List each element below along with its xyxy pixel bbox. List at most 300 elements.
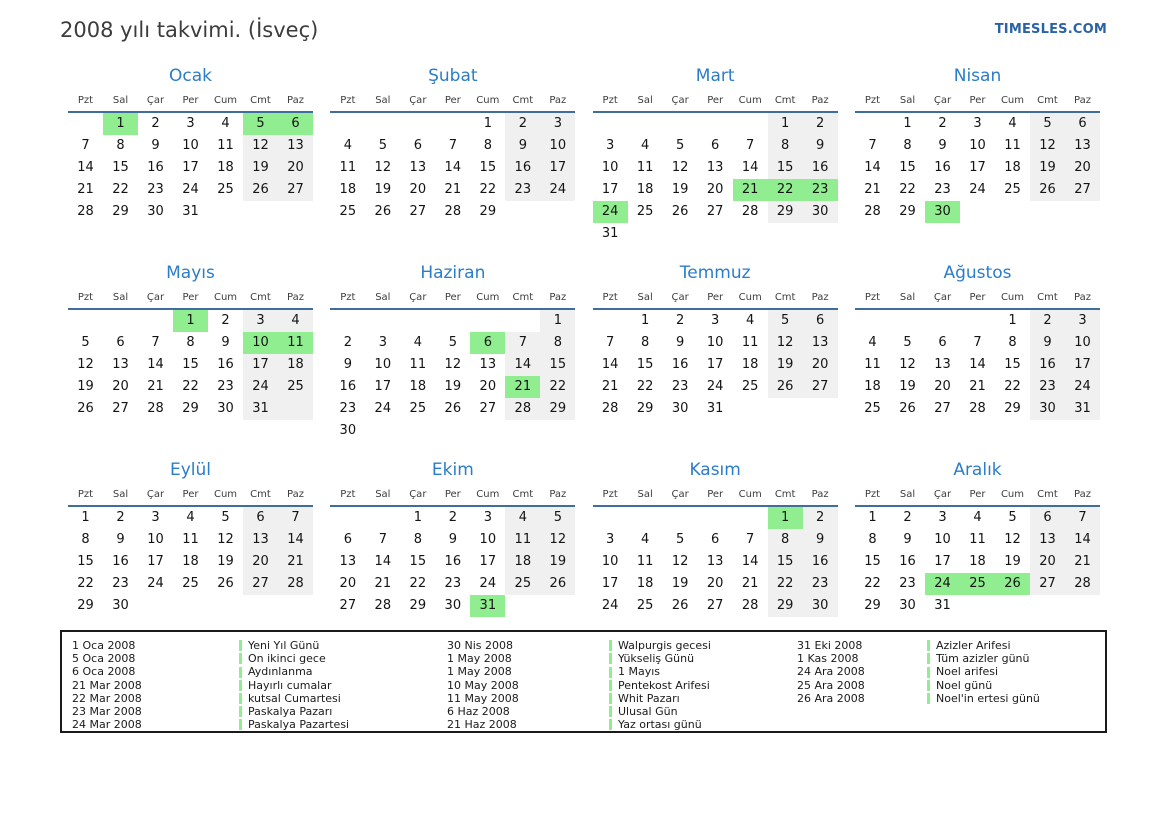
- day-cell: 11: [969, 532, 986, 547]
- day-cell: 28: [741, 204, 759, 219]
- day-cell: 15: [479, 160, 497, 175]
- week-row: [855, 201, 1100, 223]
- day-cell: 4: [1008, 116, 1017, 131]
- day-cell: 23: [505, 179, 540, 201]
- day-cell: 27: [243, 573, 278, 595]
- day-cell: 5: [81, 335, 90, 350]
- day-cell-empty: [855, 310, 890, 332]
- day-cell-empty: [505, 420, 540, 442]
- day-of-week-label: Sal: [899, 95, 916, 106]
- day-of-week-label: Çar: [671, 489, 689, 500]
- day-cell: 22: [182, 379, 199, 394]
- day-cell: 5: [221, 510, 230, 525]
- day-cell-empty: [768, 398, 803, 420]
- day-cell: 7: [973, 335, 982, 350]
- day-cell-empty: [470, 310, 505, 332]
- site-link[interactable]: TIMESLES.COM: [994, 22, 1107, 37]
- week-row: [330, 529, 575, 551]
- month-block: [68, 263, 313, 460]
- week-row: [330, 376, 575, 398]
- day-of-week-label: Sal: [112, 489, 129, 500]
- day-cell: 30: [899, 598, 916, 613]
- day-cell-empty: [400, 420, 435, 442]
- legend-date: 1 May 2008: [447, 652, 512, 666]
- day-cell: 25: [741, 379, 759, 394]
- day-of-week-label: Cmt: [250, 489, 271, 500]
- day-cell-empty: [733, 507, 768, 529]
- day-cell: 6: [116, 335, 125, 350]
- day-of-week-label: Paz: [811, 292, 829, 303]
- day-cell: 9: [448, 532, 457, 547]
- day-of-week-label: Paz: [549, 292, 567, 303]
- day-cell: 22: [1004, 379, 1021, 394]
- day-of-week-label: Per: [707, 95, 724, 106]
- day-cell: 22: [409, 576, 427, 591]
- month-title: Aralık: [953, 460, 1002, 480]
- day-cell: 3: [973, 116, 982, 131]
- day-cell: 27: [479, 401, 497, 416]
- week-row: [855, 354, 1100, 376]
- day-of-week-label: Cmt: [1037, 95, 1058, 106]
- week-row: [593, 376, 838, 398]
- day-cell: 29: [768, 201, 803, 223]
- day-cell: 18: [969, 554, 986, 569]
- legend-date: 21 Haz 2008: [447, 718, 517, 732]
- day-cell: 17: [934, 554, 951, 569]
- day-of-week-label: Cmt: [512, 292, 534, 303]
- day-cell: 19: [540, 551, 575, 573]
- day-of-week-label: Per: [969, 292, 986, 303]
- day-cell: 18: [864, 379, 881, 394]
- day-cell: 20: [479, 379, 497, 394]
- day-cell: 28: [374, 598, 392, 613]
- week-row: [855, 507, 1100, 529]
- day-cell: 20: [278, 157, 313, 179]
- day-cell: 29: [768, 595, 803, 617]
- day-cell: 10: [147, 532, 164, 547]
- day-cell: 25: [217, 182, 234, 197]
- legend-holiday-label: Yükseliş Günü: [618, 652, 695, 666]
- day-of-week-label: Cmt: [1037, 489, 1058, 500]
- week-row: [68, 376, 313, 398]
- day-cell: 15: [1004, 357, 1021, 372]
- day-cell: 10: [374, 357, 392, 372]
- week-row: [68, 157, 313, 179]
- day-cell: 2: [803, 113, 838, 135]
- day-cell: 18: [217, 160, 234, 175]
- day-cell: 4: [505, 507, 540, 529]
- week-row: [855, 157, 1100, 179]
- day-of-week-label: Pzt: [77, 292, 94, 303]
- day-cell: 19: [671, 576, 689, 591]
- legend-date: 5 Oca 2008: [72, 652, 136, 666]
- legend-holiday-label: Yeni Yıl Günü: [248, 639, 320, 652]
- day-of-week-label: Per: [182, 292, 199, 303]
- holiday-marker-icon: [609, 719, 612, 730]
- day-cell: 3: [938, 510, 947, 525]
- day-cell: 23: [444, 576, 462, 591]
- legend-holiday-label: Whit Pazarı: [618, 691, 680, 705]
- day-cell: 31: [182, 204, 199, 219]
- day-cell: 15: [899, 160, 916, 175]
- day-cell-empty: [663, 113, 698, 135]
- months-grid: [68, 66, 1100, 657]
- day-of-week-label: Paz: [811, 489, 829, 500]
- day-cell: 6: [413, 138, 422, 153]
- day-cell: 5: [243, 113, 278, 135]
- day-cell: 14: [444, 160, 462, 175]
- day-of-week-label: Çar: [933, 95, 952, 106]
- day-cell: 16: [147, 160, 164, 175]
- legend-date: 30 Nis 2008: [447, 639, 513, 652]
- day-of-week-label: Cum: [738, 95, 762, 106]
- legend-holiday-label: Azizler Arifesi: [936, 639, 1011, 652]
- holiday-marker-icon: [927, 693, 930, 704]
- holiday-marker-icon: [609, 706, 612, 717]
- legend-column: [797, 639, 1109, 731]
- day-cell: 4: [641, 138, 650, 153]
- week-row: [68, 529, 313, 551]
- day-cell: 9: [505, 135, 540, 157]
- day-cell: 23: [671, 379, 689, 394]
- day-cell-empty: [960, 201, 995, 223]
- day-cell: 8: [768, 135, 803, 157]
- week-row: [68, 113, 313, 135]
- day-cell-empty: [628, 223, 663, 245]
- day-cell-empty: [1030, 595, 1065, 617]
- day-of-week-label: Sal: [112, 95, 129, 106]
- day-cell: 11: [339, 160, 357, 175]
- week-row: [68, 354, 313, 376]
- day-cell: 27: [1030, 573, 1065, 595]
- day-cell: 30: [217, 401, 234, 416]
- day-cell: 18: [741, 357, 759, 372]
- day-cell: 16: [217, 357, 234, 372]
- holiday-marker-icon: [927, 680, 930, 691]
- legend-date: 11 May 2008: [447, 691, 519, 705]
- day-cell: 19: [374, 182, 392, 197]
- day-cell-empty: [733, 113, 768, 135]
- day-cell: 6: [1030, 507, 1065, 529]
- day-cell: 25: [1004, 182, 1021, 197]
- day-cell: 4: [641, 532, 650, 547]
- day-cell: 21: [969, 379, 986, 394]
- day-cell: 10: [934, 532, 951, 547]
- day-cell: 20: [706, 576, 724, 591]
- day-cell: 16: [803, 157, 838, 179]
- day-cell: 27: [706, 204, 724, 219]
- day-cell: 2: [676, 313, 685, 328]
- day-cell: 16: [934, 160, 951, 175]
- day-cell: 24: [1065, 376, 1100, 398]
- holiday-marker-icon: [239, 653, 242, 664]
- day-cell: 6: [803, 310, 838, 332]
- day-of-week-label: Cum: [1000, 292, 1025, 303]
- holiday-marker-icon: [239, 667, 242, 678]
- day-cell: 16: [444, 554, 462, 569]
- week-row: [855, 595, 1100, 617]
- day-cell: 1: [173, 310, 208, 332]
- day-cell: 23: [1030, 376, 1065, 398]
- day-cell: 11: [409, 357, 427, 372]
- day-cell: 15: [636, 357, 654, 372]
- legend-holiday-name: [927, 679, 1109, 692]
- day-cell: 3: [151, 510, 160, 525]
- day-cell: 24: [147, 576, 164, 591]
- day-cell: 18: [636, 576, 654, 591]
- day-cell: 16: [339, 379, 357, 394]
- day-cell: 18: [182, 554, 199, 569]
- day-cell: 26: [77, 401, 94, 416]
- day-of-week-label: Per: [969, 95, 986, 106]
- day-cell: 22: [479, 182, 497, 197]
- day-cell: 14: [1065, 529, 1100, 551]
- day-cell-empty: [593, 113, 628, 135]
- day-cell-empty: [470, 420, 505, 442]
- day-of-week-row: [593, 95, 838, 113]
- day-cell-empty: [995, 201, 1030, 223]
- day-cell-empty: [593, 507, 628, 529]
- day-cell-empty: [1065, 201, 1100, 223]
- holiday-marker-icon: [239, 706, 242, 717]
- day-cell: 24: [925, 573, 960, 595]
- day-cell: 21: [278, 551, 313, 573]
- day-of-week-label: Cum: [213, 292, 238, 303]
- day-cell-empty: [435, 420, 470, 442]
- day-cell: 2: [1030, 310, 1065, 332]
- day-cell: 18: [409, 379, 427, 394]
- day-of-week-label: Çar: [146, 292, 165, 303]
- day-cell: 20: [803, 354, 838, 376]
- legend-holiday-label: Noel'in ertesi günü: [936, 691, 1040, 705]
- week-row: [593, 398, 838, 420]
- day-cell: 10: [601, 554, 619, 569]
- day-cell: 12: [77, 357, 94, 372]
- legend-holiday-name: [927, 639, 1109, 652]
- legend-holiday-label: Pentekost Arifesi: [618, 678, 710, 692]
- day-of-week-label: Sal: [375, 292, 391, 303]
- day-of-week-label: Cmt: [774, 292, 796, 303]
- day-cell-empty: [435, 310, 470, 332]
- day-cell: 3: [483, 510, 492, 525]
- week-row: [68, 201, 313, 223]
- day-cell: 25: [960, 573, 995, 595]
- day-of-week-row: [593, 489, 838, 507]
- day-cell: 7: [868, 138, 877, 153]
- day-cell: 24: [479, 576, 497, 591]
- day-of-week-label: Çar: [409, 95, 427, 106]
- week-row: [330, 595, 575, 617]
- day-of-week-label: Per: [182, 95, 199, 106]
- day-cell: 17: [243, 354, 278, 376]
- day-of-week-row: [68, 292, 313, 310]
- holiday-marker-icon: [609, 640, 612, 651]
- holiday-marker-icon: [609, 680, 612, 691]
- day-of-week-label: Paz: [549, 489, 567, 500]
- day-cell-empty: [1030, 201, 1065, 223]
- day-cell: 10: [601, 160, 619, 175]
- day-cell: 22: [636, 379, 654, 394]
- day-cell: 2: [938, 116, 947, 131]
- week-row: [855, 573, 1100, 595]
- day-cell: 10: [706, 335, 724, 350]
- day-cell: 21: [733, 179, 768, 201]
- day-cell: 6: [278, 113, 313, 135]
- day-cell: 5: [676, 138, 685, 153]
- day-cell: 21: [505, 376, 540, 398]
- day-cell: 10: [1065, 332, 1100, 354]
- day-of-week-row: [68, 95, 313, 113]
- legend-date: 22 Mar 2008: [72, 691, 142, 705]
- day-cell-empty: [593, 310, 628, 332]
- day-of-week-label: Çar: [671, 95, 689, 106]
- day-cell-empty: [278, 595, 313, 617]
- day-cell: 29: [864, 598, 881, 613]
- day-cell: 11: [1004, 138, 1021, 153]
- day-cell: 28: [969, 401, 986, 416]
- week-row: [593, 223, 838, 245]
- day-cell-empty: [365, 113, 400, 135]
- day-cell: 14: [77, 160, 94, 175]
- day-cell: 17: [479, 554, 497, 569]
- day-cell: 9: [803, 135, 838, 157]
- month-title: Temmuz: [679, 263, 751, 283]
- day-cell: 29: [182, 401, 199, 416]
- day-cell: 28: [147, 401, 164, 416]
- week-row: [593, 507, 838, 529]
- day-cell: 14: [741, 554, 759, 569]
- day-cell: 7: [81, 138, 90, 153]
- day-cell: 7: [606, 335, 615, 350]
- day-cell: 8: [768, 529, 803, 551]
- day-cell: 19: [77, 379, 94, 394]
- day-cell: 3: [606, 532, 615, 547]
- week-row: [330, 113, 575, 135]
- day-cell-empty: [628, 113, 663, 135]
- day-cell: 6: [343, 532, 352, 547]
- day-cell: 9: [676, 335, 685, 350]
- day-cell-empty: [435, 113, 470, 135]
- day-cell: 12: [374, 160, 392, 175]
- day-cell-empty: [663, 507, 698, 529]
- day-cell-empty: [173, 595, 208, 617]
- day-of-week-label: Pzt: [77, 95, 94, 106]
- day-cell: 8: [540, 332, 575, 354]
- day-cell: 21: [147, 379, 164, 394]
- day-cell: 25: [636, 204, 654, 219]
- day-cell: 12: [899, 357, 916, 372]
- day-cell: 8: [903, 138, 912, 153]
- day-of-week-label: Pzt: [864, 292, 881, 303]
- day-cell-empty: [803, 223, 838, 245]
- day-cell: 15: [768, 157, 803, 179]
- day-cell-empty: [1065, 595, 1100, 617]
- day-cell: 20: [1030, 551, 1065, 573]
- day-cell: 16: [899, 554, 916, 569]
- week-row: [68, 310, 313, 332]
- day-cell-empty: [768, 223, 803, 245]
- day-cell: 29: [409, 598, 427, 613]
- week-row: [330, 179, 575, 201]
- day-cell: 29: [636, 401, 654, 416]
- day-cell: 28: [444, 204, 462, 219]
- day-cell: 24: [601, 598, 619, 613]
- day-of-week-label: Cum: [738, 489, 762, 500]
- day-cell: 30: [147, 204, 164, 219]
- day-cell: 1: [903, 116, 912, 131]
- week-row: [330, 135, 575, 157]
- day-cell: 1: [540, 310, 575, 332]
- day-cell: 23: [339, 401, 357, 416]
- week-row: [855, 113, 1100, 135]
- day-of-week-label: Çar: [146, 95, 165, 106]
- day-of-week-label: Çar: [146, 489, 165, 500]
- day-of-week-row: [855, 95, 1100, 113]
- day-of-week-label: Sal: [375, 489, 391, 500]
- day-cell-empty: [540, 420, 575, 442]
- day-cell: 23: [899, 576, 916, 591]
- day-cell-empty: [505, 310, 540, 332]
- legend-date: 1 Kas 2008: [797, 652, 859, 666]
- day-cell: 8: [1008, 335, 1017, 350]
- day-of-week-label: Pzt: [602, 292, 618, 303]
- holiday-marker-icon: [239, 719, 242, 730]
- day-cell-empty: [400, 113, 435, 135]
- month-title: Haziran: [420, 263, 486, 283]
- legend-holiday-label: Ulusal Gün: [618, 705, 678, 719]
- day-cell: 2: [151, 116, 160, 131]
- month-block: [330, 460, 575, 657]
- day-cell: 8: [483, 138, 492, 153]
- day-cell: 25: [182, 576, 199, 591]
- day-cell-empty: [208, 595, 243, 617]
- day-of-week-label: Cmt: [250, 292, 271, 303]
- day-cell: 21: [864, 182, 881, 197]
- holiday-marker-icon: [927, 667, 930, 678]
- holiday-marker-icon: [239, 693, 242, 704]
- week-row: [68, 179, 313, 201]
- week-row: [330, 354, 575, 376]
- month-block: [593, 263, 838, 460]
- day-cell: 11: [182, 532, 199, 547]
- day-cell: 9: [221, 335, 230, 350]
- day-cell: 4: [413, 335, 422, 350]
- day-cell: 25: [636, 598, 654, 613]
- day-of-week-label: Pzt: [864, 95, 881, 106]
- day-cell: 27: [1065, 179, 1100, 201]
- day-cell: 2: [803, 507, 838, 529]
- day-cell: 24: [374, 401, 392, 416]
- month-title: Mayıs: [166, 263, 215, 283]
- day-cell: 22: [864, 576, 881, 591]
- day-cell-empty: [365, 507, 400, 529]
- day-cell: 15: [112, 160, 129, 175]
- day-of-week-label: Per: [182, 489, 199, 500]
- day-cell: 8: [186, 335, 195, 350]
- holiday-marker-icon: [927, 653, 930, 664]
- day-cell: 3: [378, 335, 387, 350]
- day-cell: 26: [671, 598, 689, 613]
- page-header: [0, 0, 1169, 42]
- day-cell: 9: [903, 532, 912, 547]
- day-cell-empty: [698, 113, 733, 135]
- day-cell-empty: [995, 595, 1030, 617]
- week-row: [330, 157, 575, 179]
- day-cell: 4: [278, 310, 313, 332]
- day-of-week-label: Cmt: [512, 95, 534, 106]
- day-cell: 9: [343, 357, 352, 372]
- day-of-week-label: Cum: [213, 489, 238, 500]
